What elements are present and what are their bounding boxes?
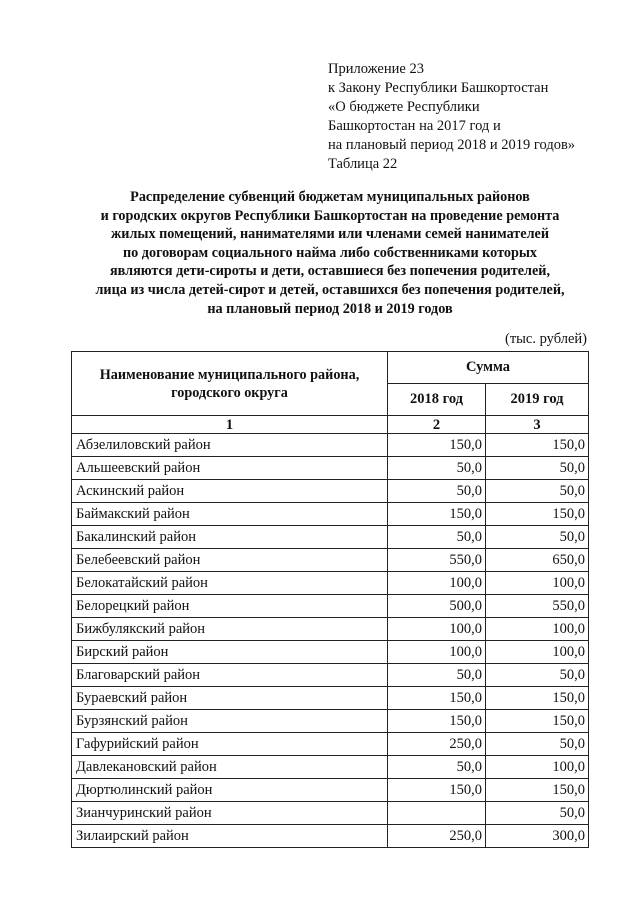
amount-2019-cell: 50,0: [486, 480, 589, 503]
amount-2019-cell: 50,0: [486, 733, 589, 756]
district-name-cell: Бурзянский район: [72, 710, 388, 733]
amount-2018-cell: 500,0: [388, 595, 486, 618]
appendix-line: к Закону Республики Башкортостан: [328, 80, 549, 96]
appendix-line: Башкортостан на 2017 год и: [328, 118, 501, 134]
amount-2019-cell: 50,0: [486, 457, 589, 480]
column-number: 1: [72, 416, 388, 434]
document-title: [50, 188, 610, 318]
title-line: жилых помещений, нанимателями или членами семей нанимателей: [110, 226, 549, 243]
district-name-cell: Белокатайский район: [72, 572, 388, 595]
amount-2018-cell: 50,0: [388, 457, 486, 480]
district-name-cell: Альшеевский район: [72, 457, 388, 480]
header-sum: Сумма: [388, 352, 589, 384]
header-name: Наименование муниципального района, городского округа: [72, 352, 388, 416]
district-name-cell: Белорецкий район: [72, 595, 388, 618]
appendix-line: «О бюджете Республики: [328, 99, 480, 115]
subsidy-table: [71, 351, 589, 848]
district-name-cell: Дюртюлинский район: [72, 779, 388, 802]
table-row: [72, 641, 589, 664]
amount-2018-cell: 50,0: [388, 480, 486, 503]
amount-2018-cell: 50,0: [388, 526, 486, 549]
column-number: 3: [486, 416, 589, 434]
amount-2018-cell: 150,0: [388, 434, 486, 457]
table-row: [72, 779, 589, 802]
district-name-cell: Давлекановский район: [72, 756, 388, 779]
amount-2018-cell: 150,0: [388, 503, 486, 526]
table-row: [72, 480, 589, 503]
amount-2019-cell: 550,0: [486, 595, 589, 618]
appendix-line: Таблица 22: [328, 156, 398, 172]
table-row: [72, 595, 589, 618]
amount-2019-cell: 100,0: [486, 756, 589, 779]
title-line: на плановый период 2018 и 2019 годов: [207, 300, 453, 317]
table-body: [72, 434, 589, 848]
amount-2019-cell: 300,0: [486, 825, 589, 848]
district-name-cell: Бирский район: [72, 641, 388, 664]
table-row: [72, 434, 589, 457]
amount-2018-cell: 550,0: [388, 549, 486, 572]
district-name-cell: Абзелиловский район: [72, 434, 388, 457]
district-name-cell: Зианчуринский район: [72, 802, 388, 825]
amount-2019-cell: 50,0: [486, 526, 589, 549]
table-row: [72, 756, 589, 779]
amount-2019-cell: 100,0: [486, 641, 589, 664]
district-name-cell: Зилаирский район: [72, 825, 388, 848]
table-row: [72, 572, 589, 595]
table-row: [72, 664, 589, 687]
table-row: [72, 733, 589, 756]
title-line: Распределение субвенций бюджетам муниципальных районов: [130, 189, 530, 205]
amount-2019-cell: 650,0: [486, 549, 589, 572]
amount-2019-cell: 150,0: [486, 779, 589, 802]
district-name-cell: Бакалинский район: [72, 526, 388, 549]
table-row: [72, 825, 589, 848]
amount-2018-cell: 250,0: [388, 825, 486, 848]
title-line: являются дети-сироты и дети, оставшиеся без попечения родителей,: [109, 263, 551, 280]
district-name-cell: Баймакский район: [72, 503, 388, 526]
amount-2019-cell: 100,0: [486, 618, 589, 641]
amount-2019-cell: 150,0: [486, 687, 589, 710]
table-row: [72, 526, 589, 549]
appendix-line: Приложение 23: [328, 61, 424, 77]
amount-2018-cell: 150,0: [388, 779, 486, 802]
amount-2019-cell: 50,0: [486, 802, 589, 825]
district-name-cell: Гафурийский район: [72, 733, 388, 756]
amount-2018-cell: 100,0: [388, 572, 486, 595]
table-row: [72, 503, 589, 526]
amount-2019-cell: 150,0: [486, 710, 589, 733]
appendix-block: [328, 60, 575, 174]
amount-2019-cell: 150,0: [486, 503, 589, 526]
amount-2018-cell: 50,0: [388, 756, 486, 779]
header-year-2018: 2018 год: [388, 384, 486, 416]
amount-2018-cell: 100,0: [388, 641, 486, 664]
district-name-cell: Бураевский район: [72, 687, 388, 710]
units-label: (тыс. рублей): [505, 331, 587, 347]
district-name-cell: Бижбулякский район: [72, 618, 388, 641]
amount-2019-cell: 50,0: [486, 664, 589, 687]
amount-2018-cell: 150,0: [388, 710, 486, 733]
appendix-line: на плановый период 2018 и 2019 годов»: [328, 137, 576, 153]
district-name-cell: Белебеевский район: [72, 549, 388, 572]
table-row: [72, 549, 589, 572]
amount-2018-cell: 250,0: [388, 733, 486, 756]
title-line: и городских округов Республики Башкортостан на проведение ремонта: [100, 207, 560, 224]
title-line: по договорам социального найма либо собственниками которых: [122, 244, 538, 261]
title-line: лица из числа детей-сирот и детей, оставшихся без попечения родителей,: [95, 281, 565, 298]
district-name-cell: Благоварский район: [72, 664, 388, 687]
amount-2018-cell: 150,0: [388, 687, 486, 710]
amount-2018-cell: 100,0: [388, 618, 486, 641]
amount-2019-cell: 100,0: [486, 572, 589, 595]
table-row: [72, 618, 589, 641]
column-number: 2: [388, 416, 486, 434]
amount-2018-cell: [388, 802, 486, 825]
table-row: [72, 710, 589, 733]
table-row: [72, 802, 589, 825]
header-year-2019: 2019 год: [486, 384, 589, 416]
amount-2018-cell: 50,0: [388, 664, 486, 687]
table-row: [72, 457, 589, 480]
table-row: [72, 687, 589, 710]
amount-2019-cell: 150,0: [486, 434, 589, 457]
district-name-cell: Аскинский район: [72, 480, 388, 503]
